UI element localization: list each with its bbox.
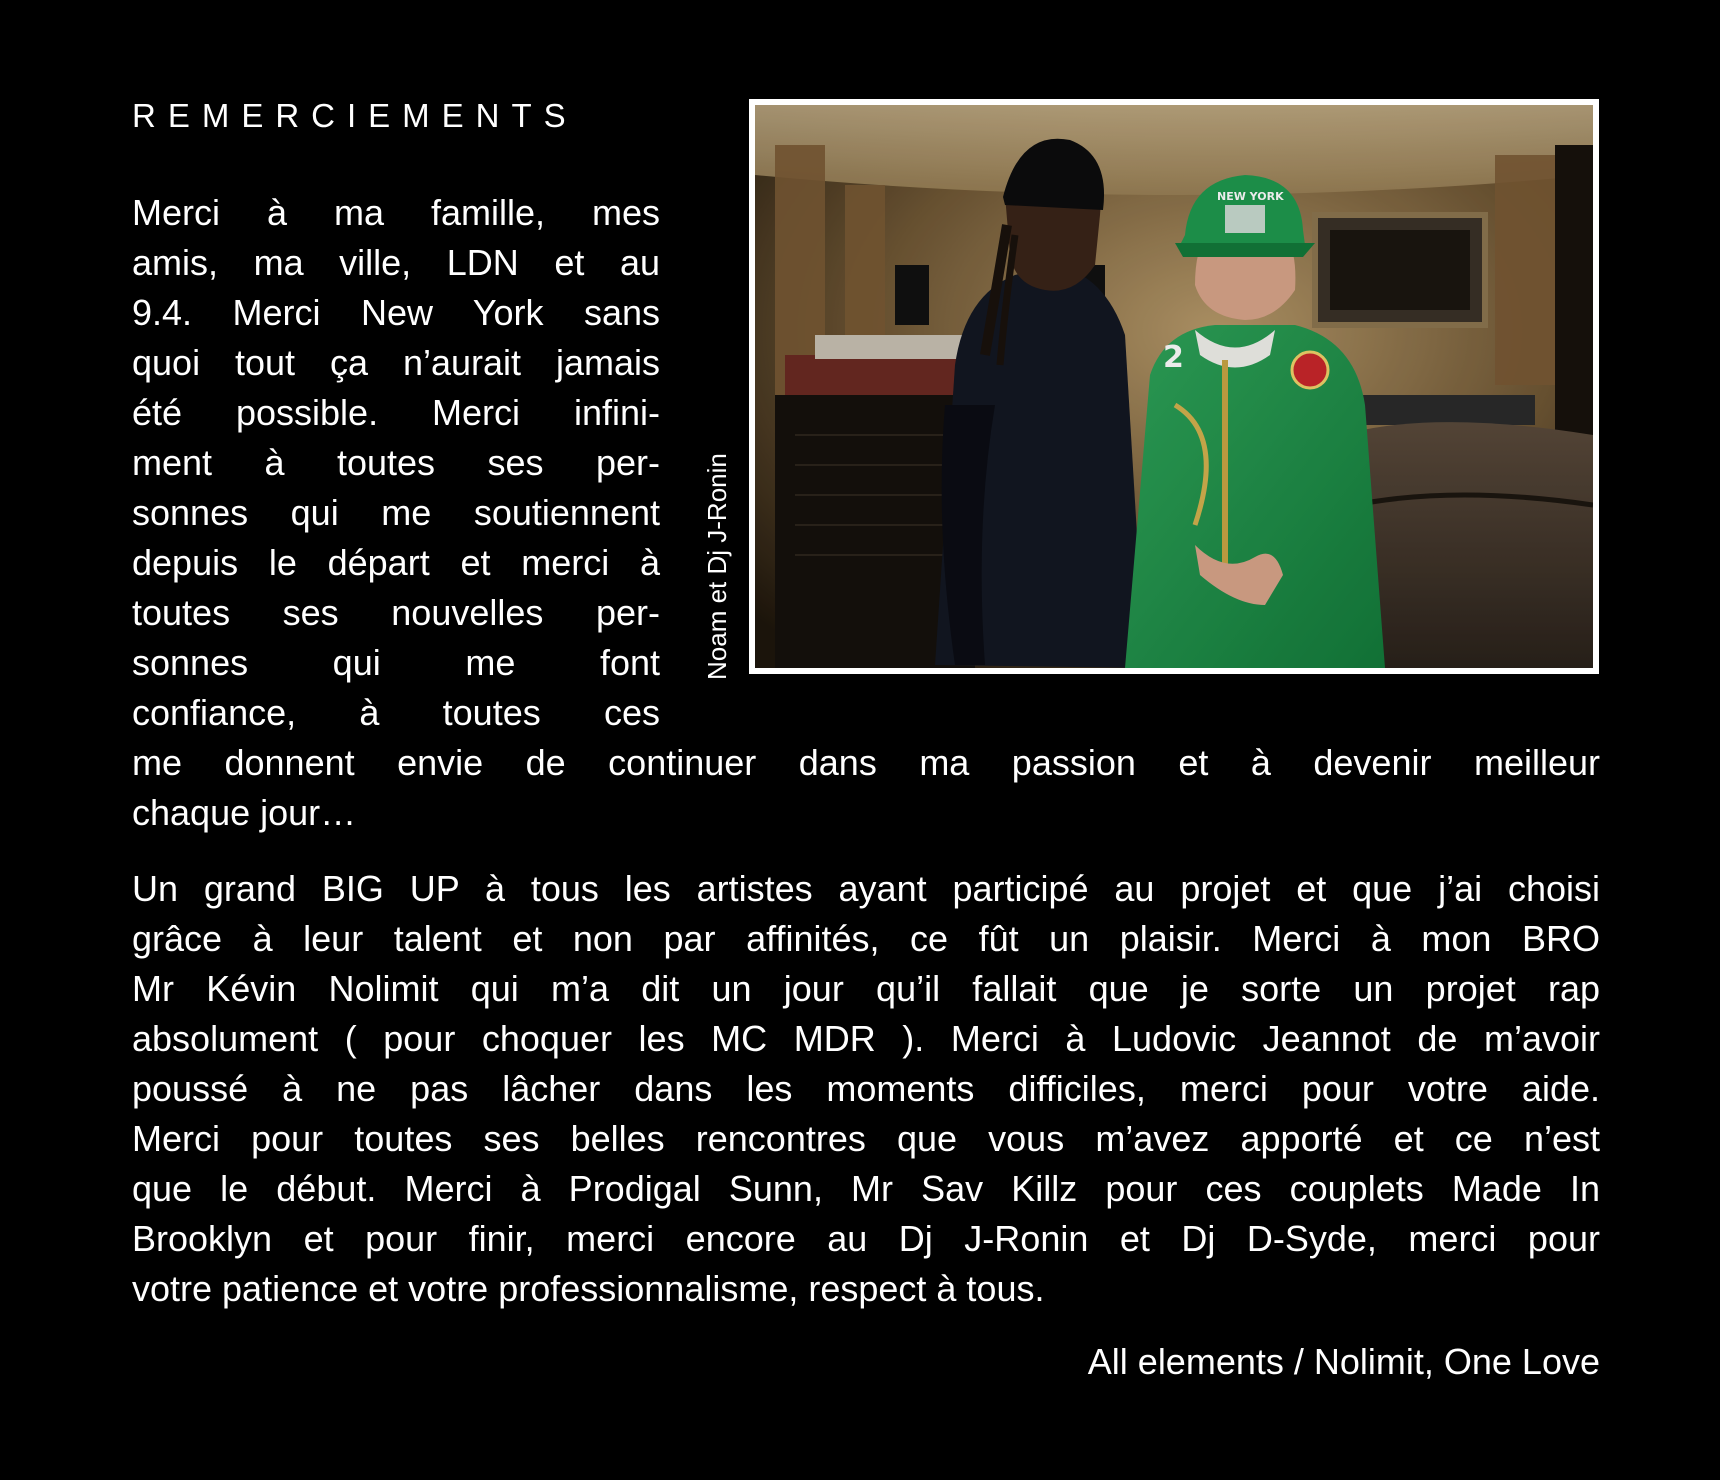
text-line: confiance, à toutes ces xyxy=(132,692,660,733)
text-line: sonnes qui me soutiennent xyxy=(132,492,660,533)
page-title: REMERCIEMENTS xyxy=(132,97,578,134)
cap-logo-text: NEW YORK xyxy=(1217,190,1284,203)
text-line: absolument ( pour choquer les MC MDR ). Merci à Ludovic Jeannot de m’avoir xyxy=(132,1018,1600,1059)
text-line: poussé à ne pas lâcher dans les moments difficiles, merci pour votre aide. xyxy=(132,1068,1600,1109)
text-line: toutes ses nouvelles per- xyxy=(132,592,660,633)
studio-photo xyxy=(749,99,1599,674)
text-line: depuis le départ et merci à xyxy=(132,542,660,583)
photo-caption: Noam et Dj J-Ronin xyxy=(702,453,732,680)
text-line: chaque jour… xyxy=(132,792,357,833)
signature: All elements / Nolimit, One Love xyxy=(1087,1341,1600,1382)
intro-paragraph-column xyxy=(132,188,660,738)
text-line: été possible. Merci infini- xyxy=(132,392,660,433)
text-line: grâce à leur talent et non par affinités, ce fût un plaisir. Merci à mon BRO xyxy=(132,918,1600,959)
text-line: Un grand BIG UP à tous les artistes ayant participé au projet et que j’ai choisi xyxy=(132,868,1600,909)
jersey-number-text: 2 xyxy=(1163,340,1184,375)
text-line: que le début. Merci à Prodigal Sunn, Mr Sav Killz pour ces couplets Made In xyxy=(132,1168,1600,1209)
studio-photo-illustration xyxy=(755,105,1593,668)
text-line: votre patience et votre professionnalisme, respect à tous. xyxy=(132,1268,1045,1309)
text-line: Merci à ma famille, mes xyxy=(132,192,660,233)
text-line: amis, ma ville, LDN et au xyxy=(132,242,660,283)
text-line: 9.4. Merci New York sans xyxy=(132,292,660,333)
text-line: sonnes qui me font xyxy=(132,642,660,683)
intro-paragraph-continuation xyxy=(132,738,1600,838)
text-line: quoi tout ça n’aurait jamais xyxy=(132,342,660,383)
text-line: Brooklyn et pour finir, merci encore au Dj J-Ronin et Dj D-Syde, merci pour xyxy=(132,1218,1600,1259)
text-line: Mr Kévin Nolimit qui m’a dit un jour qu’il fallait que je sorte un projet rap xyxy=(132,968,1600,1009)
text-line: Merci pour toutes ses belles rencontres que vous m’avez apporté et ce n’est xyxy=(132,1118,1600,1159)
text-line: ment à toutes ses per- xyxy=(132,442,660,483)
text-line: me donnent envie de continuer dans ma passion et à devenir meilleur xyxy=(132,742,1600,783)
thanks-paragraph xyxy=(132,864,1600,1314)
